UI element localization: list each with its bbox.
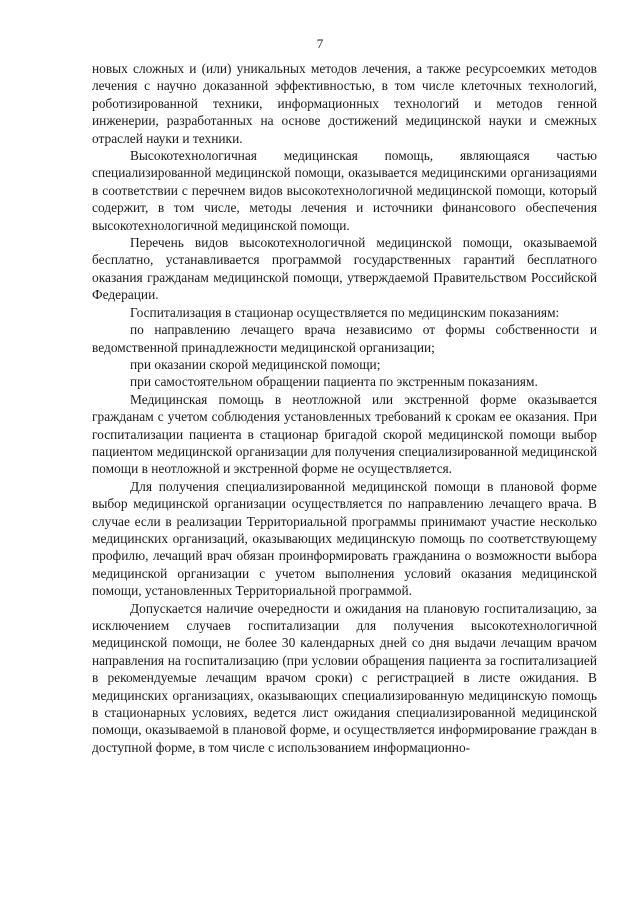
list-item-self-referral: при самостоятельном обращении пациента по экстренным показаниям. bbox=[130, 374, 538, 390]
paragraph-continuation: новых сложных и (или) уникальных методов лечения, а также ресурсоемких методов лечения с научно доказанной эффективностью, в том числе клеточных технологий, роботизированной техники, информационных технологий и методов генной инженерии, разработанных на основе достижений медицинской науки и смежных отраслей науки и техники. bbox=[92, 61, 597, 146]
list-item-referral: по направлению лечащего врача независимо от формы собственности и ведомственной принадлежности медицинской организации; bbox=[92, 322, 597, 355]
paragraph-care-list: Перечень видов высокотехнологичной медицинской помощи, оказываемой бесплатно, устанавливается программой государственных гарантий бесплатного оказания гражданам медицинской помощи, утверждаемой Правительством Российской Федерации. bbox=[92, 235, 597, 303]
paragraph-emergency-care: Медицинская помощь в неотложной или экстренной форме оказывается гражданам с учетом соблюдения установленных требований к срокам ее оказания. При госпитализации пациента в стационар бригадой скорой медицинской помощи выбор пациентом медицинской организации для получения специализированной медицинской помощи в неотложной и экстренной форме не осуществляется. bbox=[92, 391, 597, 477]
paragraph-high-tech-care: Высокотехнологичная медицинская помощь, являющаяся частью специализированной медицинской помощи, оказывается медицинскими организациями в соответствии с перечнем видов высокотехнологичной медицинской помощи, который содержит, в том числе, методы лечения и источники финансового обеспечения высокотехнологичной медицинской помощи. bbox=[92, 148, 597, 233]
paragraph-waiting-list: Допускается наличие очередности и ожидания на плановую госпитализацию, за исключением случаев госпитализации для получения высокотехнологичной медицинской помощи, не более 30 календарных дней со дня выдачи лечащим врачом направления на госпитализацию (при условии обращения пациента за госпитализацией в рекомендуемые лечащим врачом сроки) с регистрацией в листе ожидания. В медицинских организациях, оказывающих специализированную медицинскую помощь в стационарных условиях, ведется лист ожидания специализированной медицинской помощи, оказываемой в плановой форме, и осуществляется информирование граждан в доступной форме, в том числе с использованием информационно- bbox=[92, 600, 597, 755]
page-number: 7 bbox=[316, 36, 324, 51]
list-item-ambulance: при оказании скорой медицинской помощи; bbox=[130, 356, 381, 372]
document-body bbox=[92, 60, 597, 756]
paragraph-planned-care: Для получения специализированной медицинской помощи в плановой форме выбор медицинской организации осуществляется по направлению лечащего врача. В случае если в реализации Территориальной программы принимают участие несколько медицинских организаций, оказывающих медицинскую помощь по соответствующему профилю, лечащий врач обязан проинформировать гражданина о возможности выбора медицинской организации с учетом выполнения условий оказания медицинской помощи, установленных Территориальной программой. bbox=[92, 478, 597, 599]
paragraph-hospitalization: Госпитализация в стационар осуществляется по медицинским показаниям: bbox=[130, 304, 560, 320]
